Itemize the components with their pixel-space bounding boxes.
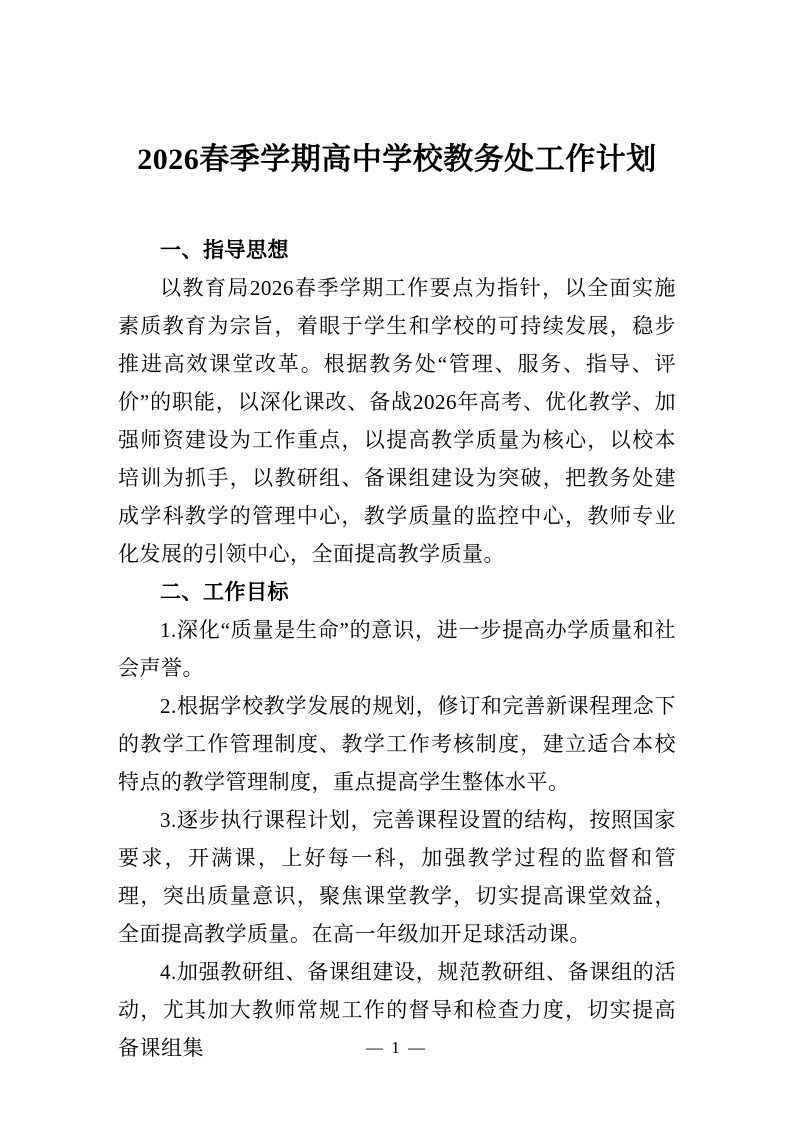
paragraph-goal-2: 2.根据学校教学发展的规划，修订和完善新课程理念下的教学工作管理制度、教学工作考核制度，建立适合本校特点的教学管理制度，重点提高学生整体水平。 bbox=[118, 693, 676, 794]
paragraph-goal-1: 1.深化“质量是生命”的意识，进一步提高办学质量和社会声誉。 bbox=[118, 617, 676, 680]
document-title: 2026春季学期高中学校教务处工作计划 bbox=[137, 143, 657, 176]
paragraph-goal-3: 3.逐步执行课程计划，完善课程设置的结构，按照国家要求，开满课，上好每一科，加强教学过程的监督和管理，突出质量意识，聚焦课堂教学，切实提高课堂效益，全面提高教学质量。在高一年级加开足球活动课。 bbox=[118, 807, 676, 946]
paragraph-goal-4: 4.加强教研组、备课组建设，规范教研组、备课组的活动，尤其加大教师常规工作的督导和检查力度，切实提高备课组集 bbox=[118, 959, 676, 1060]
section-heading-work-goals: 二、工作目标 bbox=[160, 579, 289, 604]
page-number: — 1 — bbox=[366, 1038, 427, 1057]
paragraph-guiding-ideology: 以教育局2026春季学期工作要点为指针，以全面实施素质教育为宗旨，着眼于学生和学校的可持续发展，稳步推进高效课堂改革。根据教务处“管理、服务、指导、评价”的职能，以深化课改、备战2026年高考、优化教学、加强师资建设为工作重点，以提高教学质量为核心，以校本培训为抓手，以教研组、备课组建设为突破，把教务处建成学科教学的管理中心，教学质量的监控中心，教师专业化发展的引领中心，全面提高教学质量。 bbox=[118, 275, 676, 566]
section-heading-guiding-ideology: 一、指导思想 bbox=[160, 237, 289, 262]
